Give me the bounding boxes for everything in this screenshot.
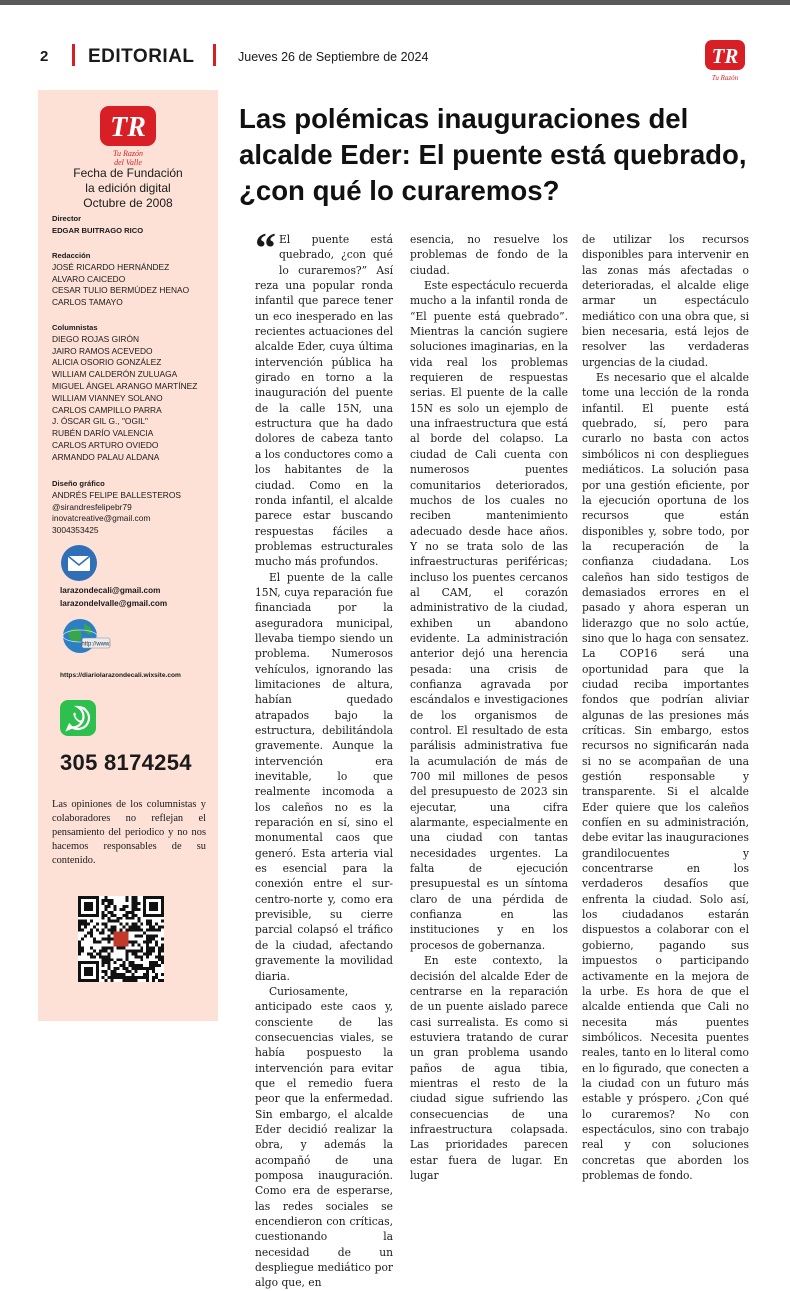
article-column-2 bbox=[410, 232, 568, 1183]
whatsapp-icon bbox=[60, 700, 96, 736]
disclaimer: Las opiniones de los columnistas y colaboradores no reflejan el pensamiento del periodico y no nos hacemos responsables de su contenido. bbox=[52, 799, 206, 866]
email-icon bbox=[60, 544, 98, 582]
article-paragraph: En este contexto, la decisión del alcalde Eder de centrarse en la reparación de un puente aislado parece casi surrealista. Es como si estuviera tratando de curar un gran problema usando paños de agua tibia, mientras el resto de la ciudad sigue sufriendo las consecuencias de una infraestructura colapsada. Las prioridades parecen estar fuera de lugar. En lugar bbox=[410, 954, 568, 1182]
masthead-sidebar bbox=[38, 90, 218, 1021]
page-number: 2 bbox=[40, 48, 49, 65]
article-paragraph: El puente de la calle 15N, cuya reparación fue financiada por la aseguradora municipal, llevaba tiempo siendo un problema. Numerosos vehículos, ignorando las limitaciones de altura, habían quedado atrapados bajo la estructura, debilitándola gravemente. Aunque la intervención era inevitable, lo que realmente incomoda a los caleños no es la reparación en sí, sino el monumental caos que generó. Esta arteria vial es esencial para la conexión entre el sur-centro-norte y, como era previsible, su cierre parcial colapsó el tráfico de la ciudad, afectando gravemente la movilidad diaria. bbox=[255, 570, 393, 983]
article-paragraph: esencia, no resuelve los problemas de fondo de la ciudad. bbox=[410, 233, 568, 277]
header-divider bbox=[72, 44, 75, 66]
globe-label: http://www. bbox=[81, 641, 111, 648]
email-2[interactable]: larazondelvalle@gmail.com bbox=[60, 599, 168, 608]
columnistas-section: Columnistas DIEGO ROJAS GIRÓN JAIRO RAMOS ACEVEDO ALICIA OSORIO GONZÁLEZ WILLIAM CALDERÓN ZULUAGA MIGUEL ÁNGEL ARANGO MARTÍNEZ WILLIAM VIANNEY SOLANO CARLOS CAMPILLO PARRA J. ÓSCAR GIL G., "OGIL" RUBÉN DARÍO VALENCIA CARLOS ARTURO OVIEDO ARMANDO PALAU ALDANA bbox=[52, 323, 198, 462]
article-column-1 bbox=[255, 226, 393, 1291]
globe-icon bbox=[58, 616, 112, 656]
article-paragraph: “ El puente está quebrado, ¿con qué lo curaremos?” Así reza una popular ronda infantil que parece tener un eco inesperado en las recientes actuaciones del alcalde Eder, cuya última intervención pública ha girado en torno a la inauguración del puente de la calle 15N, una estructura que ha dado dolores de cabeza tanto a los conductores como a los habitantes de la ciudad. Como en la ronda infantil, el alcalde parece estar buscando respuestas fáciles a problemas estructurales mucho más profundos. bbox=[255, 226, 393, 569]
top-rule bbox=[0, 0, 790, 5]
director-section: Director EDGAR BUITRAGO RICO bbox=[52, 214, 144, 235]
email-1[interactable]: larazondecali@gmail.com bbox=[60, 586, 161, 595]
svg-text:TR: TR bbox=[711, 44, 739, 68]
svg-text:TR: TR bbox=[110, 112, 146, 143]
header-divider bbox=[213, 44, 216, 66]
article-headline: Las polémicas inauguraciones del alcalde Eder: El puente está quebrado, ¿con qué lo curaremos? bbox=[239, 103, 747, 206]
page-header bbox=[0, 40, 790, 82]
svg-text:Tu Razón: Tu Razón bbox=[711, 74, 739, 82]
article-paragraph: de utilizar los recursos disponibles para intervenir en las zonas más afectadas o deterioradas, el alcalde elige armar un espectáculo mediático con una obra que, si bien necesaria, está lejos de resolver las verdaderas urgencias de la ciudad. bbox=[582, 233, 749, 369]
article-paragraph: Este espectáculo recuerda mucho a la infantil ronda de “El puente está quebrado”. Mientras la canción sugiere soluciones imaginarias, en la vida real los problemas requieren de respuestas serias. El puente de la calle 15N es solo un ejemplo de una infraestructura que está al borde del colapso. La ciudad de Cali cuenta con numerosos puentes comunitarios deteriorados, muchos de los cuales no reciben mantenimiento adecuado desde hace años. Y no se trata solo de las infraestructuras periféricas; incluso los puentes cercanos al CAM, el corazón administrativo de la ciudad, exhiben un abandono evidente. La administración anterior dejó una herencia pesada: una crisis de confianza agravada por escándalos e investigaciones de los organismos de control. El resultado de esta parálisis administrativa fue la acumulación de más de 700 mil millones de pesos del presupuesto de 2023 sin ejecutar, una cifra alarmante, especialmente en una ciudad con tantas necesidades urgentes. La falta de ejecución presupuestal es un síntoma claro de una pérdida de confianza en las instituciones y en los procesos de gobernanza. bbox=[410, 279, 568, 952]
svg-text:Tu Razón: Tu Razón bbox=[112, 149, 144, 158]
article-column-3 bbox=[582, 232, 749, 1183]
article-paragraph: Curiosamente, anticipado este caos y, consciente de las consecuencias viales, se había pospuesto la intervención para evitar que el remedio fuera peor que la enfermedad. Sin embargo, el alcalde Eder decidió realizar la obra, y además la acompañó de una pomposa inauguración. Como era de esperarse, las redes sociales se encendieron con críticas, cuestionando la necesidad de un despliegue mediático por algo que, en bbox=[255, 984, 393, 1290]
article-paragraph: Es necesario que el alcalde tome una lección de la ronda infantil. El puente está quebrado, sí, pero para curarlo no basta con actos simbólicos ni con despliegues mediáticos. La solución pasa por una gestión eficiente, por la ejecución oportuna de los recursos que están disponibles y, sobre todo, por la recuperación de la confianza ciudadana. Los caleños han sido testigos de demasiados errores en el pasado y ahora esperan un liderazgo que no solo actúe, sino que lo haga con sensatez. La COP16 será una oportunidad para que la ciudad reciba importantes fondos que podrían aliviar algunas de las presiones más críticas. Sin embargo, estos recursos no significarán nada si no se acompañan de una gestión responsable y transparente. Si el alcalde Eder quiere que los caleños confíen en su administración, debe evitar las inauguraciones grandilocuentes y concentrarse en los verdaderos desafíos que enfrenta la ciudad. Solo así, los ciudadanos estarán dispuestos a colaborar con el gobierno, pagando sus impuestos o participando activamente en la mejora de la urbe. Es hora de que el alcalde entienda que Cali no necesita más puentes simbólicos. Necesita puentes reales, tanto en lo literal como en lo figurado, que conecten a la ciudad con un futuro más estable y próspero. ¿Con qué lo curaremos? No con espectáculos, sino con trabajo real y con soluciones concretas que aborden los problemas de fondo. bbox=[582, 371, 749, 1182]
brand-logo bbox=[703, 40, 747, 86]
svg-text:del Valle: del Valle bbox=[114, 158, 142, 167]
issue-date: Jueves 26 de Septiembre de 2024 bbox=[238, 50, 429, 64]
website-link[interactable]: https://diariolarazondecali.wixsite.com bbox=[60, 672, 181, 679]
quote-mark-icon: “ bbox=[255, 226, 276, 272]
founding-info: Fecha de Fundación la edición digital Octubre de 2008 bbox=[73, 166, 183, 210]
phone-number[interactable]: 305 8174254 bbox=[60, 750, 192, 775]
section-title: EDITORIAL bbox=[88, 46, 195, 67]
brand-logo-large bbox=[92, 102, 164, 174]
diseno-section: Diseño gráfico ANDRÉS FELIPE BALLESTEROS @sirandresfelipebr79 inovatcreative@gmail.com 3004353425 bbox=[52, 479, 181, 536]
redaccion-section: Redacción JOSÉ RICARDO HERNÁNDEZ ALVARO CAICEDO CESAR TULIO BERMÚDEZ HENAO CARLOS TAMAYO bbox=[52, 251, 190, 308]
qr-code[interactable] bbox=[78, 896, 164, 982]
